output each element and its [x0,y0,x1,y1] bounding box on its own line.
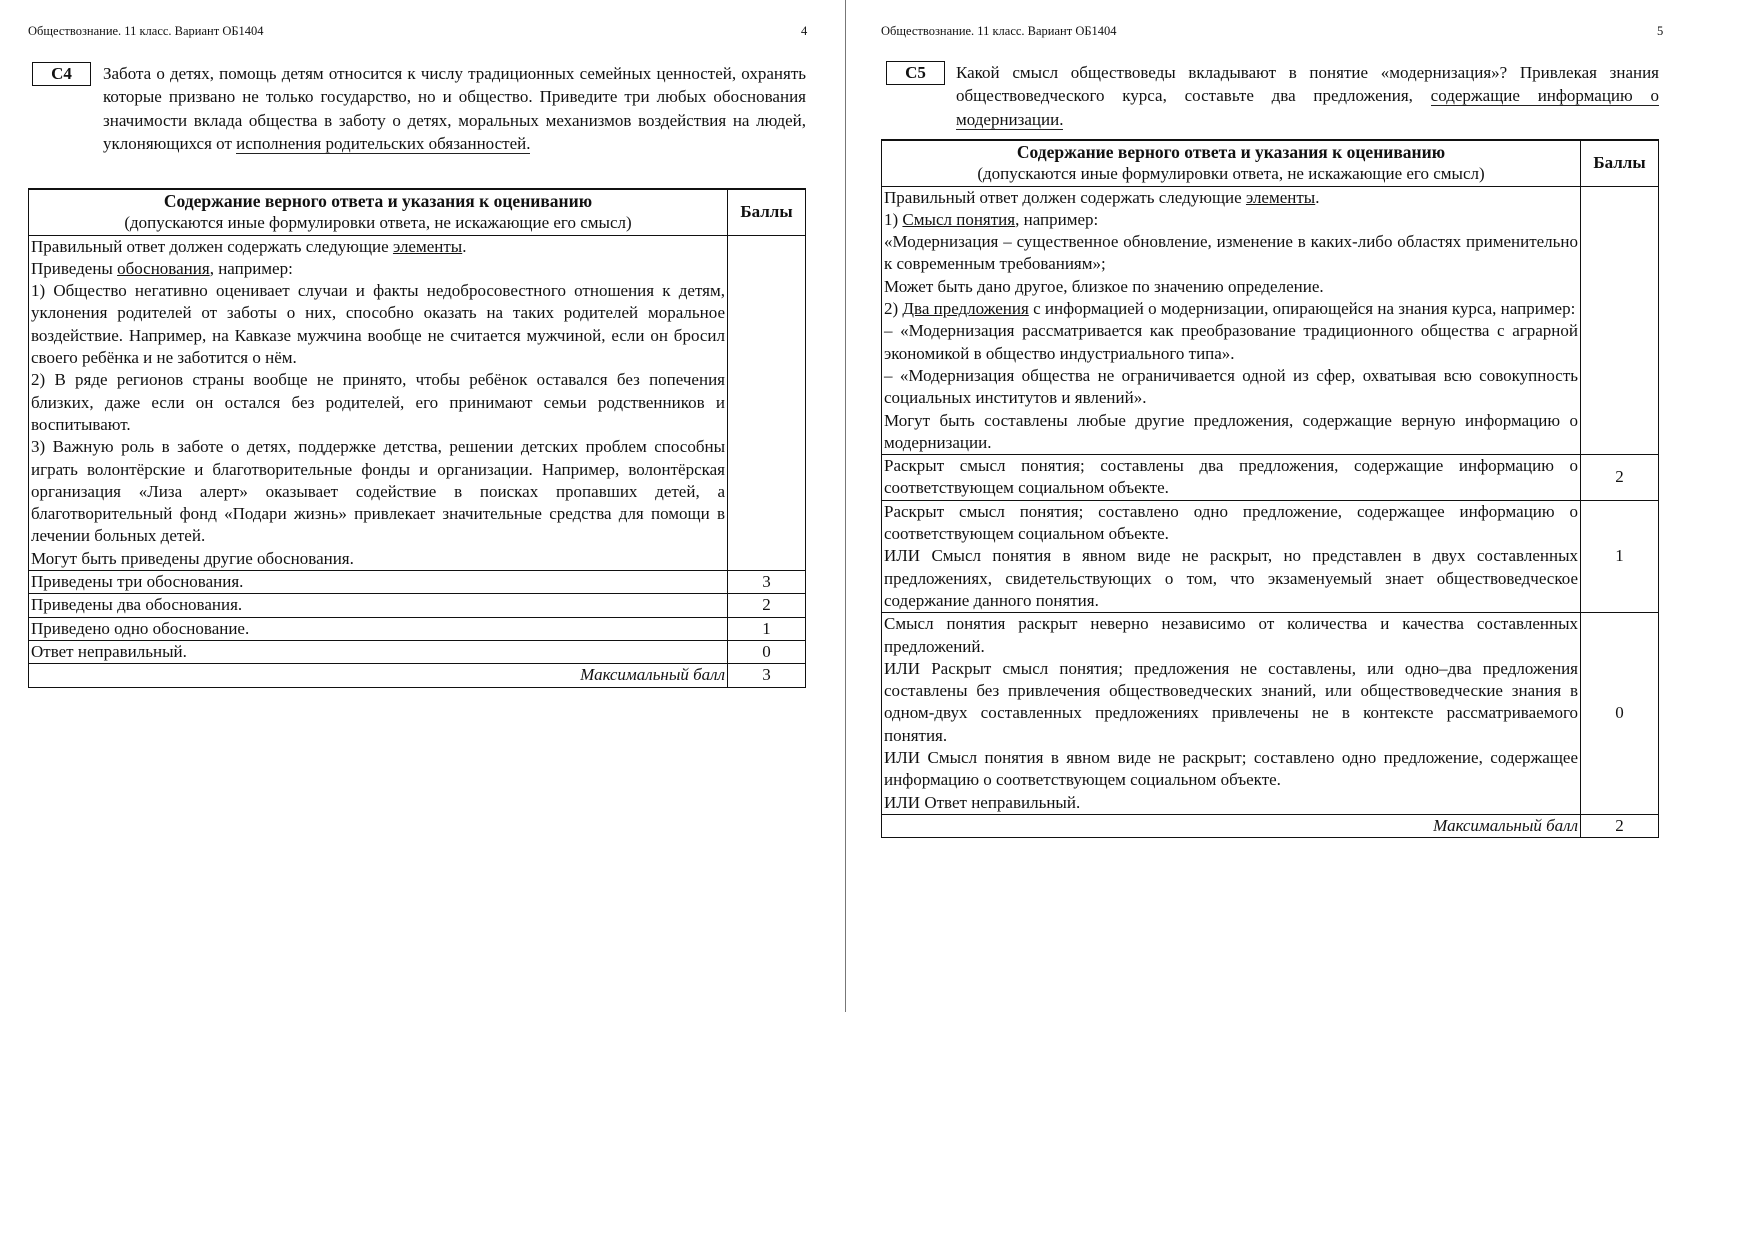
answer-content [29,235,728,570]
table-header-title: Содержание верного ответа и указания к оцениванию [163,191,593,211]
page-left [0,0,845,1239]
item-2: 2) В ряде регионов страны вообще не принято, чтобы ребёнок оставался без попечения близких, даже если он остался без родителей, его принимают семьи родственников и воспитывают. [31,370,725,434]
running-header: Обществознание. 11 класс. Вариант ОБ1404 [881,24,1117,38]
question-last-line: исполнения родительских обязанностей. [236,134,531,154]
question-code: С4 [32,62,91,86]
question-code: С5 [886,61,945,85]
points: 1 [1581,500,1659,612]
criterion-text: Раскрыт смысл понятия; составлено одно предложение, содержащее информацию о соответствующем социальном объекте. [884,501,1578,544]
question-text [103,62,806,156]
max-label: Максимальный балл [29,664,728,687]
criterion-text: Раскрыт смысл понятия; составлены два предложения, содержащие информацию о соответствующем социальном объекте. [884,456,1578,498]
given-end: , например: [209,258,293,278]
page-number: 5 [1657,24,1664,38]
question-body: Какой смысл обществоведы вкладывают в понятие «модернизация»? Привлекая знания обществоведческого курса, составьте два предложения, [956,63,1659,106]
intro-end: . [1315,187,1320,207]
intro-underlined: элементы [392,236,463,256]
criterion-text: Смысл понятия раскрыт неверно независимо от количества и качества составленных предложений. [884,614,1578,656]
criterion: Приведено одно обоснование. [29,617,728,640]
intro-end: . [462,236,467,256]
definition: «Модернизация – существенное обновление, изменение в каких-либо областях применительно к современным требованиям»; [884,232,1578,274]
table-row [29,617,806,640]
sentence-2: – «Модернизация общества не ограничивается одной из сфер, охватывая всю совокупность социальных институтов и явлений». [884,365,1578,408]
content-row [29,235,806,570]
criterion-alt: ИЛИ Ответ неправильный. [884,792,1081,812]
item-1: 1) Общество негативно оценивает случаи и факты недобросовестного отношения к детям, уклонения родителей от заботы о них, способно оказать на таких родителей моральное воздействие. Например, на Кавказе мужчина вообще не считается мужчиной, если он бросил своего ребёнка и не заботится о нём. [31,281,725,368]
max-points: 3 [728,664,806,687]
table-header [29,189,728,235]
table-header-subtitle: (допускаются иные формулировки ответа, не искажающие его смысл) [977,164,1485,184]
sentences-note: Могут быть составлены любые другие предложения, содержащие верную информацию о модернизации. [884,410,1578,452]
question-text [956,61,1659,131]
page-number: 4 [801,24,808,38]
intro-line [31,236,725,258]
table-header-subtitle: (допускаются иные формулировки ответа, не искажающие его смысл) [124,213,632,233]
max-row [882,814,1659,837]
given-line [31,258,725,280]
intro-line [884,187,1578,209]
element-1-end: , например: [1015,209,1099,229]
criterion [882,500,1581,612]
element-2-num: 2) [884,299,903,319]
given-underlined: обоснования [117,258,210,278]
points: 3 [728,571,806,594]
points-cell-empty [728,235,806,570]
intro-text: Правильный ответ должен содержать следующие [31,236,393,256]
table-row [882,613,1659,815]
table-header-title: Содержание верного ответа и указания к оцениванию [1016,142,1446,162]
question-last-line: содержащие информацию о модернизации. [956,86,1659,129]
given-text: Приведены [31,258,118,278]
criterion-alt: ИЛИ Раскрыт смысл понятия; предложения не составлены, или одно–два предложения составлены без привлечения обществоведческих знаний, или обществоведческие знания в одном-двух составленных предложениях привлечены не в контексте рассматриваемого понятия. [884,658,1578,745]
element-1-line [884,209,1578,231]
question-body: Забота о детях, помощь детям относится к числу традиционных семейных ценностей, охранять которые призвано не только государство, но и общество. Приведите три любых обоснования значимости вклада общества в заботу о детях, моральных механизмов воздействия на людей, уклоняющихся от [103,64,806,154]
table-row [29,640,806,663]
table-header-row [882,140,1659,186]
points: 0 [1581,613,1659,815]
element-2-underlined: Два предложения [902,299,1029,319]
element-2-line [884,298,1578,320]
running-header: Обществознание. 11 класс. Вариант ОБ1404 [28,24,264,38]
criterion [882,455,1581,501]
criterion: Приведены три обоснования. [29,571,728,594]
item-3: 3) Важную роль в заботе о детях, поддержке детства, решении детских проблем способны играть волонтёрские и благотворительные фонды и организации. Например, волонтёрская организация «Лиза алерт» оказывает содействие в поисках пропавших детей, а благотворительный фонд «Подари жизнь» привлекает значительные средства для помощи в лечении больных детей. [31,437,725,546]
content-row [882,186,1659,455]
element-1-underlined: Смысл понятия [902,209,1016,229]
scoring-table [881,139,1659,838]
table-header-row [29,189,806,235]
scoring-table [28,188,806,688]
points: 2 [1581,455,1659,501]
table-row [29,594,806,617]
intro-underlined: элементы [1245,187,1316,207]
points: 0 [728,640,806,663]
max-row [29,664,806,687]
criterion: Приведены два обоснования. [29,594,728,617]
table-row [882,500,1659,612]
element-2-end: с информацией о модернизации, опирающейся на знания курса, например: [1028,299,1576,319]
intro-text: Правильный ответ должен содержать следующие [884,187,1246,207]
points-cell-empty [1581,186,1659,455]
answer-content [882,186,1581,455]
criterion-alt: ИЛИ Смысл понятия в явном виде не раскрыт, но представлен в двух составленных предложениях, свидетельствующих о том, что экзаменуемый знает обществоведческое содержание данного понятия. [884,546,1578,610]
max-label: Максимальный балл [882,814,1581,837]
criterion-alt: ИЛИ Смысл понятия в явном виде не раскрыт; составлено одно предложение, содержащее информацию о соответствующем социальном объекте. [884,748,1578,790]
points-header: Баллы [728,189,806,235]
criterion: Ответ неправильный. [29,640,728,663]
criterion [882,613,1581,815]
other-note: Могут быть приведены другие обоснования. [31,548,354,568]
element-1-num: 1) [884,209,903,229]
points: 1 [728,617,806,640]
points-header: Баллы [1581,140,1659,186]
points: 2 [728,594,806,617]
max-points: 2 [1581,814,1659,837]
definition-note: Может быть дано другое, близкое по значению определение. [884,276,1324,296]
table-row [882,455,1659,501]
table-row [29,571,806,594]
sentence-1: – «Модернизация рассматривается как преобразование традиционного общества с аграрной экономикой в общество индустриального типа». [884,321,1578,363]
table-header [882,140,1581,186]
page-right [846,0,1754,1239]
